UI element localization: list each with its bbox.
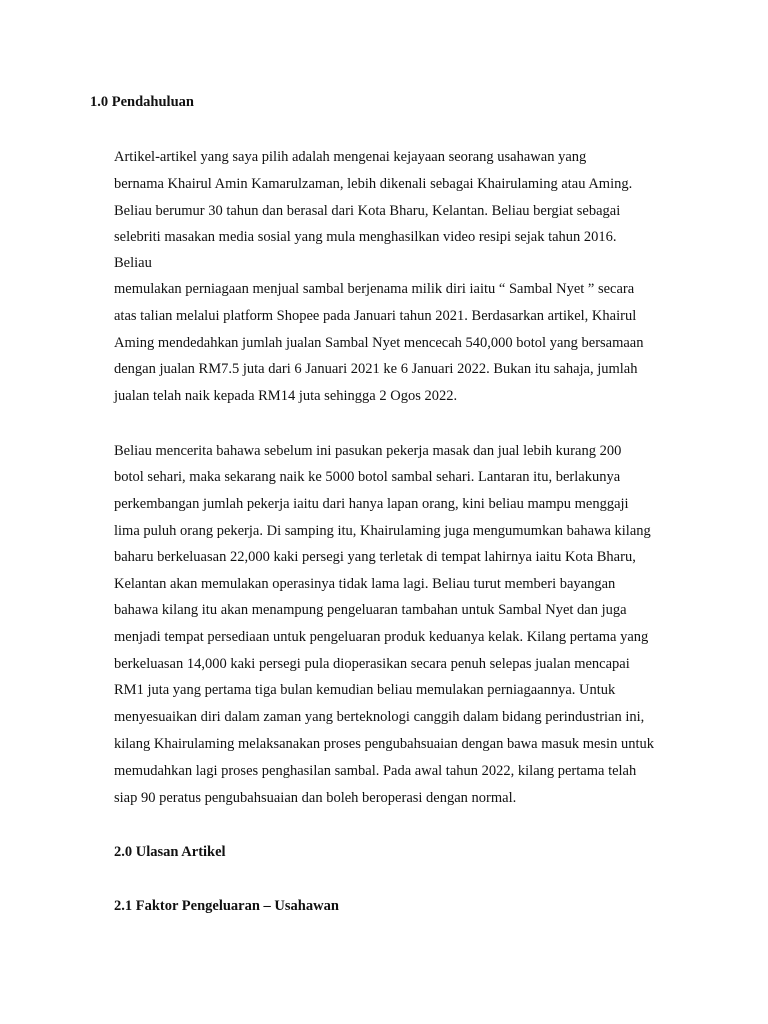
text-line: Beliau [114,255,152,271]
text-line: lima puluh orang pekerja. Di samping itu, Khairulaming juga mengumumkan bahawa kilang [114,523,651,539]
section-heading-ulasan-artikel: 2.0 Ulasan Artikel [114,844,226,860]
text-line: siap 90 peratus pengubahsuaian dan boleh beroperasi dengan normal. [114,790,517,806]
text-line: selebriti masakan media sosial yang mula menghasilkan video resipi sejak tahun 2016. [114,229,617,245]
text-line: menjadi tempat persediaan untuk pengeluaran produk keduanya kelak. Kilang pertama yang [114,629,649,645]
text-line: Beliau berumur 30 tahun dan berasal dari Kota Bharu, Kelantan. Beliau bergiat sebagai [114,203,621,219]
text-line: bernama Khairul Amin Kamarulzaman, lebih dikenali sebagai Khairulaming atau Aming. [114,176,633,192]
text-line: bahawa kilang itu akan menampung pengeluaran tambahan untuk Sambal Nyet dan juga [114,602,627,618]
text-line: Beliau mencerita bahawa sebelum ini pasukan pekerja masak dan jual lebih kurang 200 [114,443,622,459]
section-heading-faktor-pengeluaran: 2.1 Faktor Pengeluaran – Usahawan [114,898,339,914]
text-line: Kelantan akan memulakan operasinya tidak lama lagi. Beliau turut memberi bayangan [114,576,616,592]
text-line: kilang Khairulaming melaksanakan proses pengubahsuaian dengan bawa masuk mesin untuk [114,736,654,752]
section-heading-pendahuluan: 1.0 Pendahuluan [90,94,194,110]
text-line: dengan jualan RM7.5 juta dari 6 Januari 2021 ke 6 Januari 2022. Bukan itu sahaja, jumlah [114,361,638,377]
text-line: berkeluasan 14,000 kaki persegi pula dioperasikan secara penuh selepas jualan mencapai [114,656,630,672]
text-line: RM1 juta yang pertama tiga bulan kemudian beliau memulakan perniagaannya. Untuk [114,682,616,698]
text-line: perkembangan jumlah pekerja iaitu dari hanya lapan orang, kini beliau mampu menggaji [114,496,629,512]
text-line: Aming mendedahkan jumlah jualan Sambal Nyet mencecah 540,000 botol yang bersamaan [114,335,644,351]
text-line: memudahkan lagi proses penghasilan sambal. Pada awal tahun 2022, kilang pertama telah [114,763,637,779]
text-line: botol sehari, maka sekarang naik ke 5000 botol sambal sehari. Lantaran itu, berlakunya [114,469,621,485]
text-line: baharu berkeluasan 22,000 kaki persegi yang terletak di tempat lahirnya iaitu Kota Bharu, [114,549,636,565]
text-line: Artikel-artikel yang saya pilih adalah mengenai kejayaan seorang usahawan yang [114,149,587,165]
text-line: jualan telah naik kepada RM14 juta sehingga 2 Ogos 2022. [114,388,458,404]
text-line: atas talian melalui platform Shopee pada Januari tahun 2021. Berdasarkan artikel, Khairul [114,308,637,324]
text-line: menyesuaikan diri dalam zaman yang berteknologi canggih dalam bidang perindustrian ini, [114,709,645,725]
text-line: memulakan perniagaan menjual sambal berjenama milik diri iaitu “ Sambal Nyet ” secara [114,281,635,297]
